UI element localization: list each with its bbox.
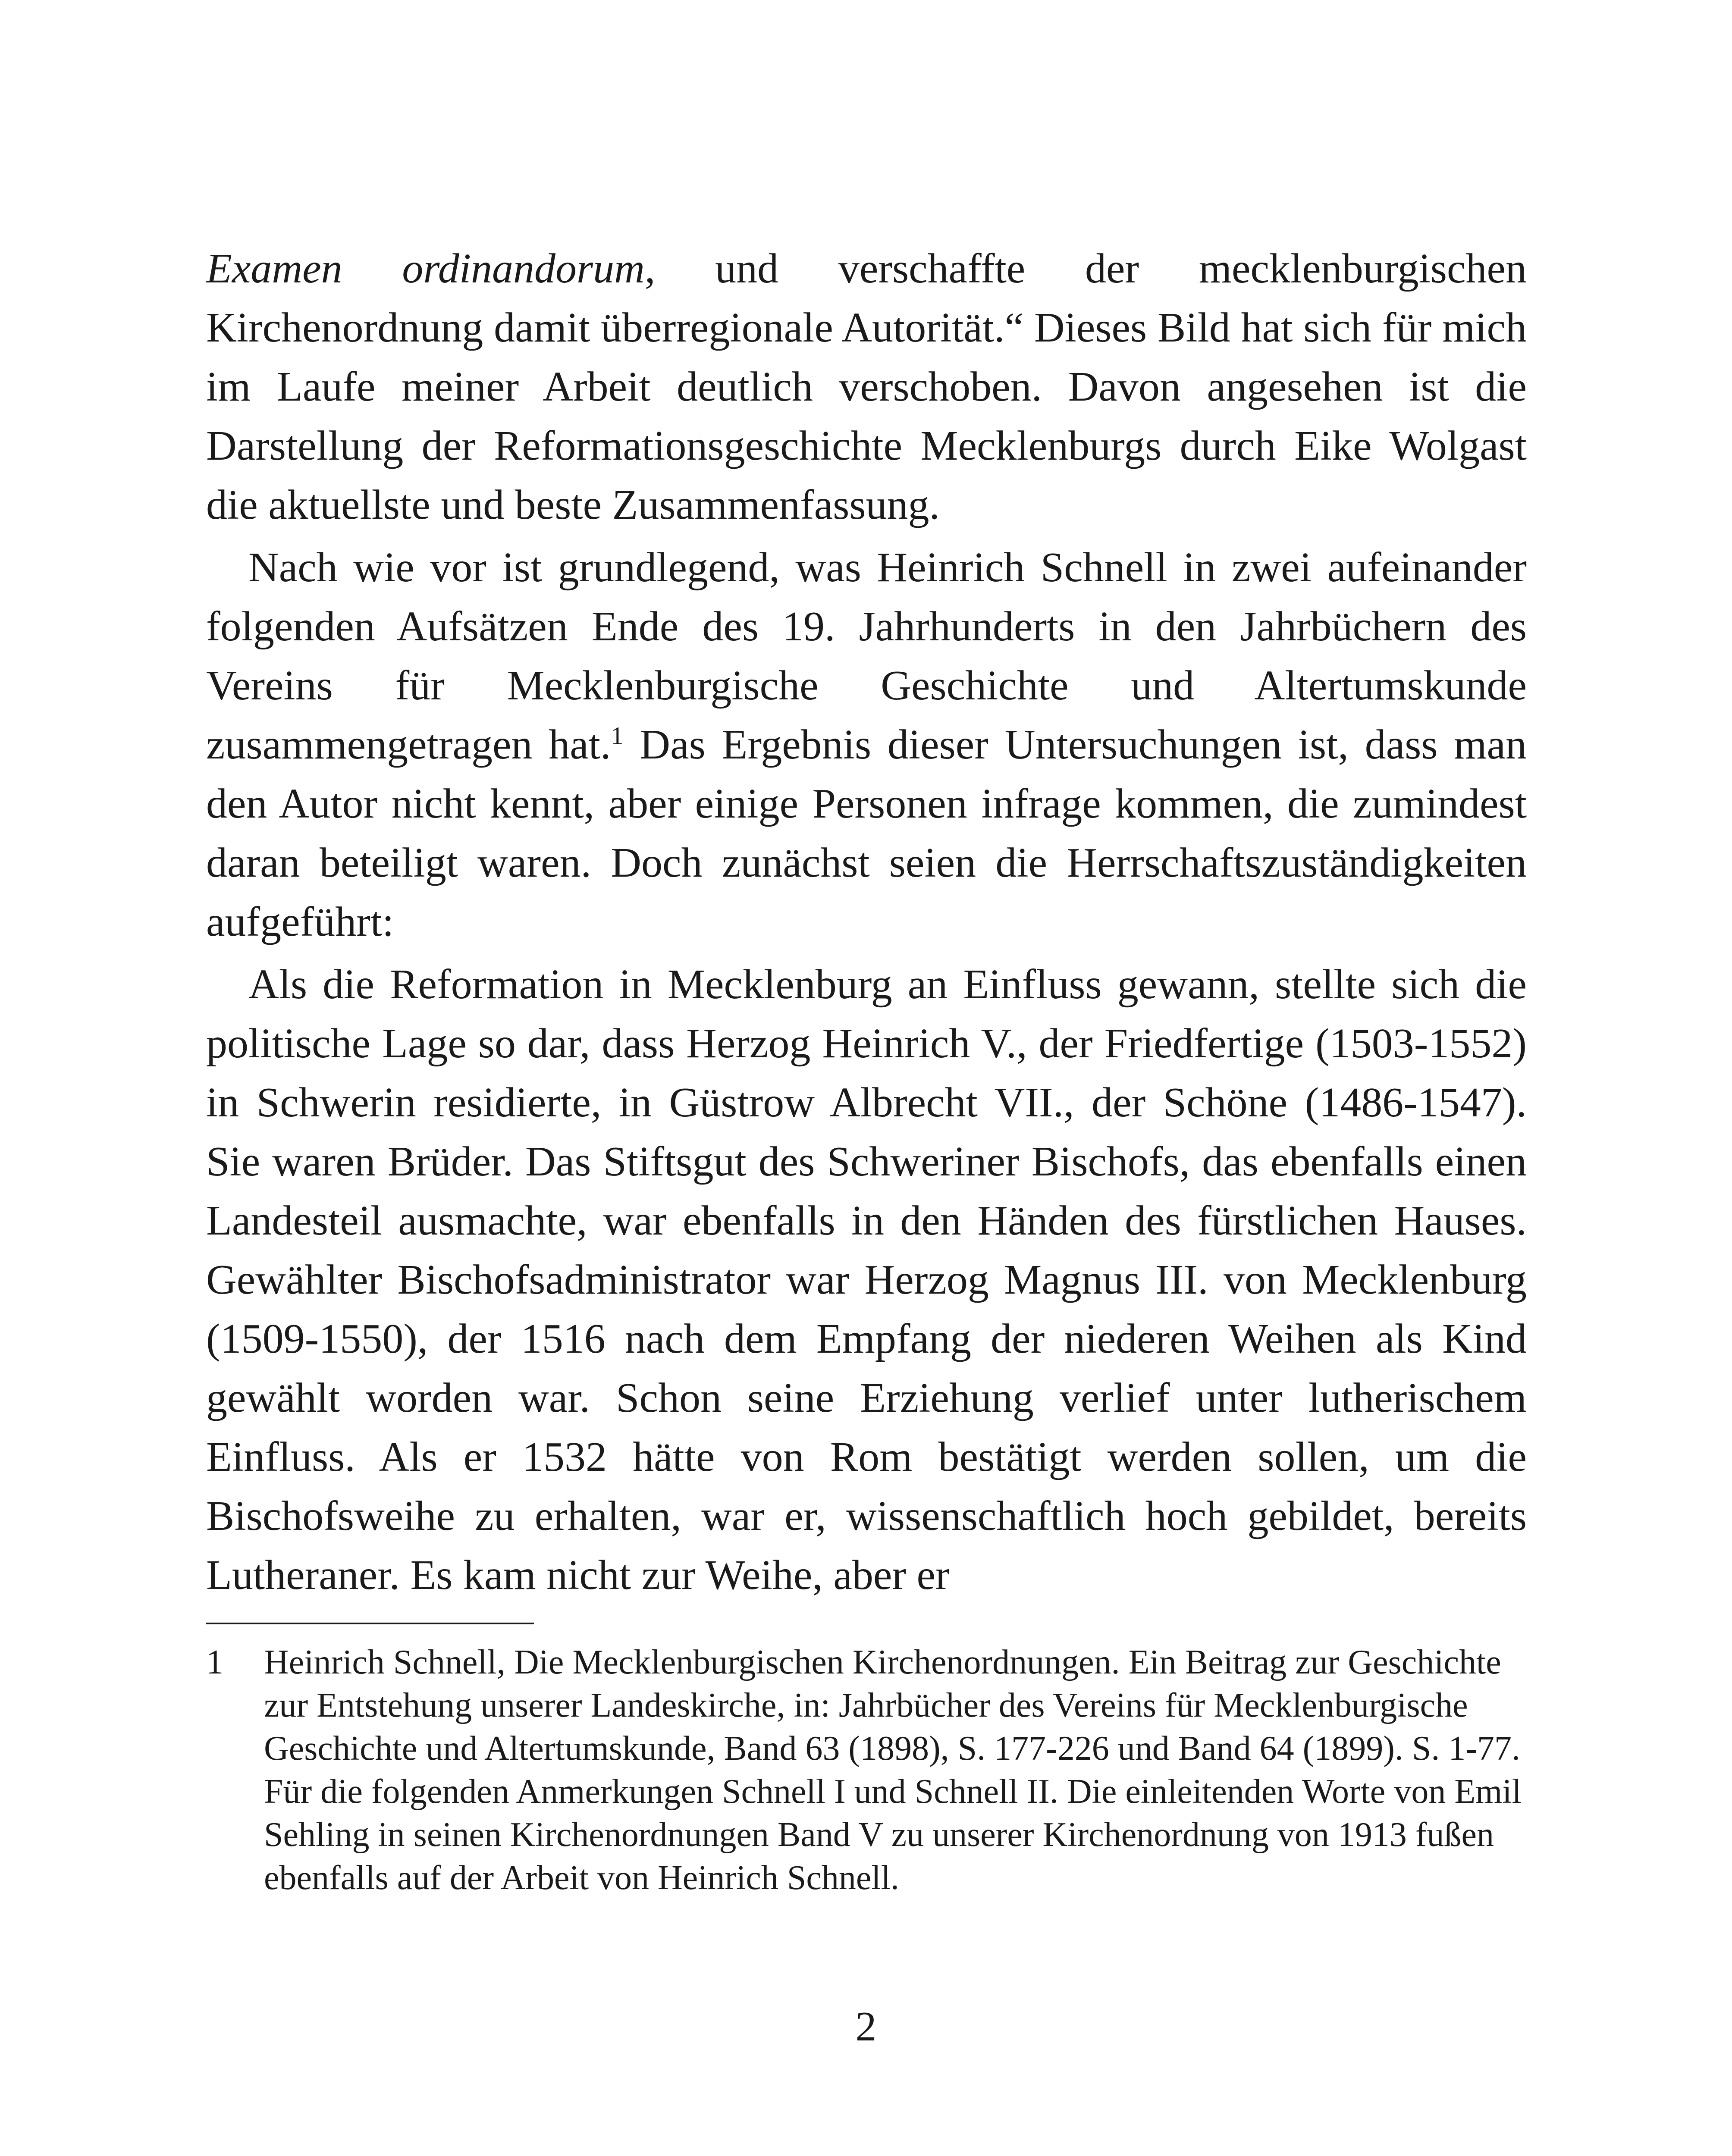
paragraph-3-text: Als die Reformation in Mecklenburg an Einfluss gewann, stellte sich die politische Lage so dar, dass Herzog Heinrich V., der Friedfertige (1503-1552) in Schwerin residierte, in Güstrow Albrecht VII., der Schöne (1486-1547). Sie waren Brüder. Das Stiftsgut des Schweriner Bischofs, das ebenfalls einen Landesteil ausmachte, war ebenfalls in den Händen des fürstlichen Hauses. Gewählter Bischofsadministrator war Herzog Magnus III. von Mecklenburg (1509-1550), der 1516 nach dem Empfang der niederen Weihen als Kind gewählt worden war. Schon seine Erziehung verlief unter lutherischem Einfluss. Als er 1532 hätte von Rom bestätigt werden sollen, um die Bischofsweihe zu erhalten, war er, wissenschaftlich hoch gebildet, bereits Lutheraner. Es kam nicht zur Weihe, aber er (206, 961, 1527, 1598)
paragraph-2-text-b: Das Ergebnis dieser Untersuchungen ist, dass man den Autor nicht kennt, aber einige Personen infrage kommen, die zumindest daran beteiligt waren. Doch zunächst seien die Herrschaftszuständigkeiten aufgeführt: (206, 721, 1527, 945)
footnote-reference: 1 (611, 721, 624, 750)
body-text (206, 239, 1527, 1605)
paragraph-2 (206, 538, 1527, 952)
footnote-text: Heinrich Schnell, Die Mecklenburgischen Kirchenordnungen. Ein Beitrag zur Geschichte zur Entstehung unserer Landeskirche, in: Jahrbücher des Vereins für Mecklenburgische Geschichte und Altertumskunde, Band 63 (1898), S. 177-226 und Band 64 (1899). S. 1-77. Für die folgenden Anmerkungen Schnell I und Schnell II. Die einleitenden Worte von Emil Sehling in seinen Kirchenordnungen Band V zu unserer Kirchenordnung von 1913 fußen ebenfalls auf der Arbeit von Heinrich Schnell. (264, 1643, 1522, 1897)
paragraph-2-text-a: Nach wie vor ist grundlegend, was Heinrich Schnell in zwei aufeinander folgenden Aufsätzen Ende des 19. Jahrhunderts in den Jahrbüchern des Vereins für Mecklenburgische Geschichte und Altertumskunde zusammengetragen hat. (206, 544, 1527, 768)
paragraph-3 (206, 955, 1527, 1605)
footnote-separator (206, 1623, 534, 1624)
paragraph-1 (206, 239, 1527, 535)
footnote (206, 1641, 1527, 1899)
page-number: 2 (855, 2003, 877, 2050)
footnote-number: 1 (206, 1643, 223, 1681)
italic-term: Examen ordinandorum (206, 245, 645, 292)
paragraph-1-text: , und verschaffte der mecklenburgischen Kirchenordnung damit überregionale Autorität.“ Dieses Bild hat sich für mich im Laufe meiner Arbeit deutlich verschoben. Davon angesehen ist die Darstellung der Reformationsgeschichte Mecklenburgs durch Eike Wolgast die aktuellste und beste Zusammenfassung. (206, 245, 1527, 528)
